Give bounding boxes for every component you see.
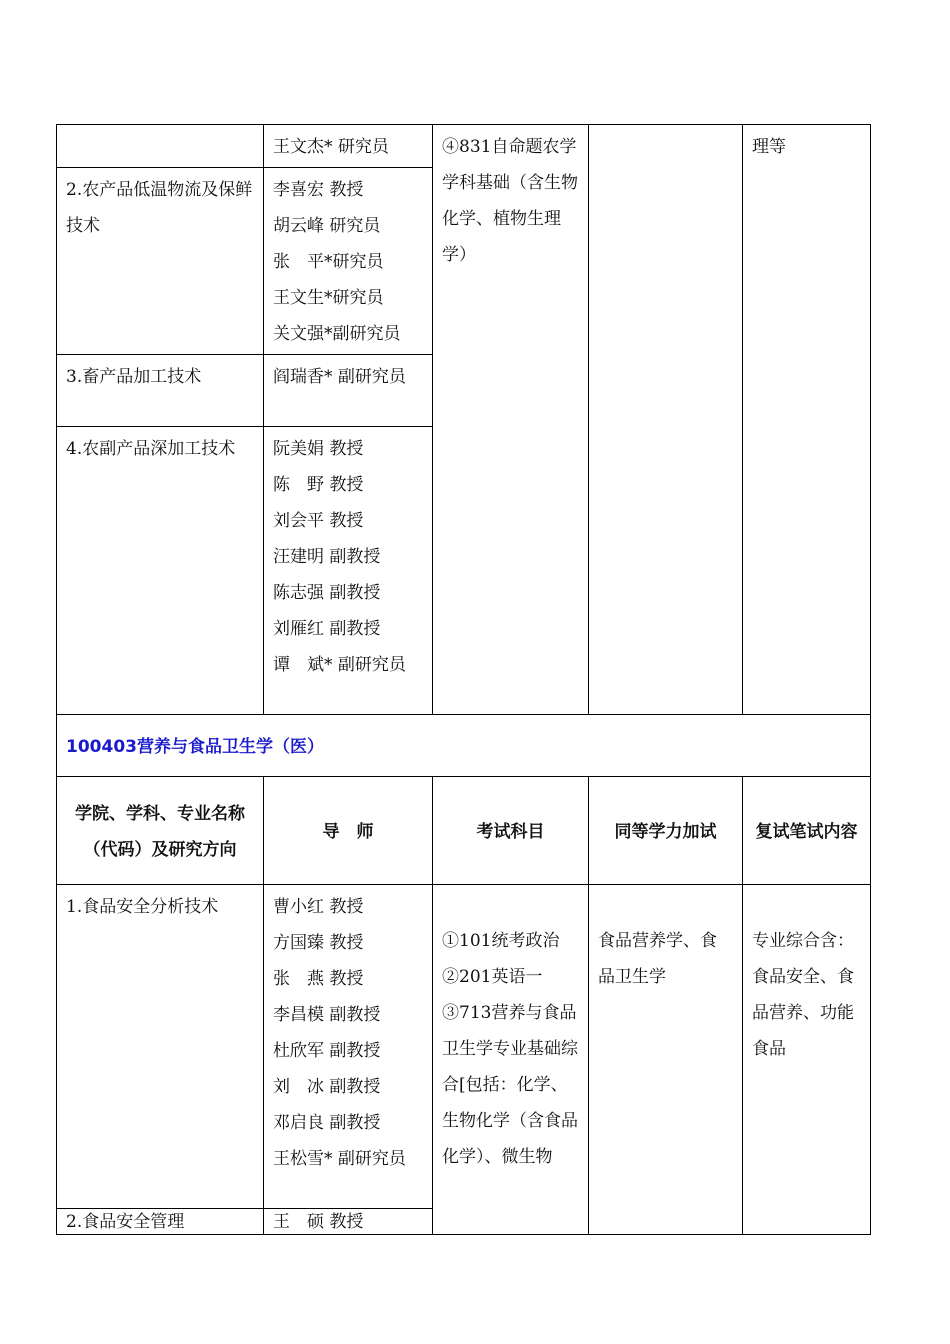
advisor-name: 刘 冰 副教授 [273,1077,381,1097]
exam-cell [433,125,589,715]
advisor-cell [264,168,433,355]
direction-text: 2.农产品低温物流及保鲜技术 [66,180,253,236]
advisor-name: 刘会平 教授 [273,511,364,531]
advisor-cell [264,885,433,1209]
exam-text: ④831自命题农学学科基础（含生物化学、植物生理学） [442,137,578,265]
advisor-name: 王文生*研究员 [273,288,384,308]
header-advisor: 导 师 [264,777,433,885]
section-title: 100403营养与食品卫生学（医） [66,736,324,757]
equivalent-cell [589,125,743,715]
advisor-name: 阎瑞香* 副研究员 [273,367,406,387]
direction-text: 3.畜产品加工技术 [66,367,202,387]
header-equivalent: 同等学力加试 [589,777,743,885]
advisor-name: 方国臻 教授 [273,933,364,953]
advisor-cell [264,125,433,168]
direction-text: 2.食品安全管理 [66,1212,185,1232]
advisor-name: 张 燕 教授 [273,969,364,989]
advisor-name: 李昌模 副教授 [273,1005,381,1025]
header-college: 学院、学科、专业名称（代码）及研究方向 [57,777,264,885]
document-page [56,124,870,1235]
advisor-name: 刘雁红 副教授 [273,619,381,639]
direction-cell [57,125,264,168]
direction-text: 1.食品安全分析技术 [66,897,219,917]
exam-line: ③713营养与食品卫生学专业基础综合[包括：化学、生物化学（含食品化学）、微生物 [442,1003,578,1167]
advisor-name: 邓启良 副教授 [273,1113,381,1133]
direction-text: 4.农副产品深加工技术 [66,439,236,459]
advisor-name: 陈 野 教授 [273,475,364,495]
direction-cell [57,885,264,1209]
exam-cell [433,885,589,1235]
equivalent-text: 食品营养学、食品卫生学 [598,931,717,987]
direction-cell [57,355,264,427]
retest-text: 理等 [752,137,786,157]
direction-cell [57,1209,264,1235]
advisor-cell [264,427,433,715]
advisor-name: 阮美娟 教授 [273,439,364,459]
header-exam: 考试科目 [433,777,589,885]
direction-cell [57,427,264,715]
advisor-name: 陈志强 副教授 [273,583,381,603]
advisor-name: 谭 斌* 副研究员 [273,655,406,675]
retest-cell [743,885,871,1235]
advisor-name: 杜欣军 副教授 [273,1041,381,1061]
advisor-cell [264,355,433,427]
exam-line: ②201英语一 [442,967,543,987]
section-title-cell [57,715,871,777]
advisor-name: 王 硕 教授 [273,1212,364,1232]
header-retest: 复试笔试内容 [743,777,871,885]
advisor-name: 王松雪* 副研究员 [273,1149,406,1169]
advisor-name: 王文杰* 研究员 [273,137,389,157]
enrollment-table [56,124,871,1235]
advisor-name: 曹小红 教授 [273,897,364,917]
advisor-cell [264,1209,433,1235]
exam-line: ①101统考政治 [442,931,560,951]
direction-cell [57,168,264,355]
retest-text: 专业综合含：食品安全、食品营养、功能食品 [752,931,854,1059]
advisor-name: 张 平*研究员 [273,252,384,272]
advisor-name: 汪建明 副教授 [273,547,381,567]
advisor-name: 胡云峰 研究员 [273,216,381,236]
equivalent-cell [589,885,743,1235]
retest-cell [743,125,871,715]
advisor-name: 关文强*副研究员 [273,324,401,344]
advisor-name: 李喜宏 教授 [273,180,364,200]
